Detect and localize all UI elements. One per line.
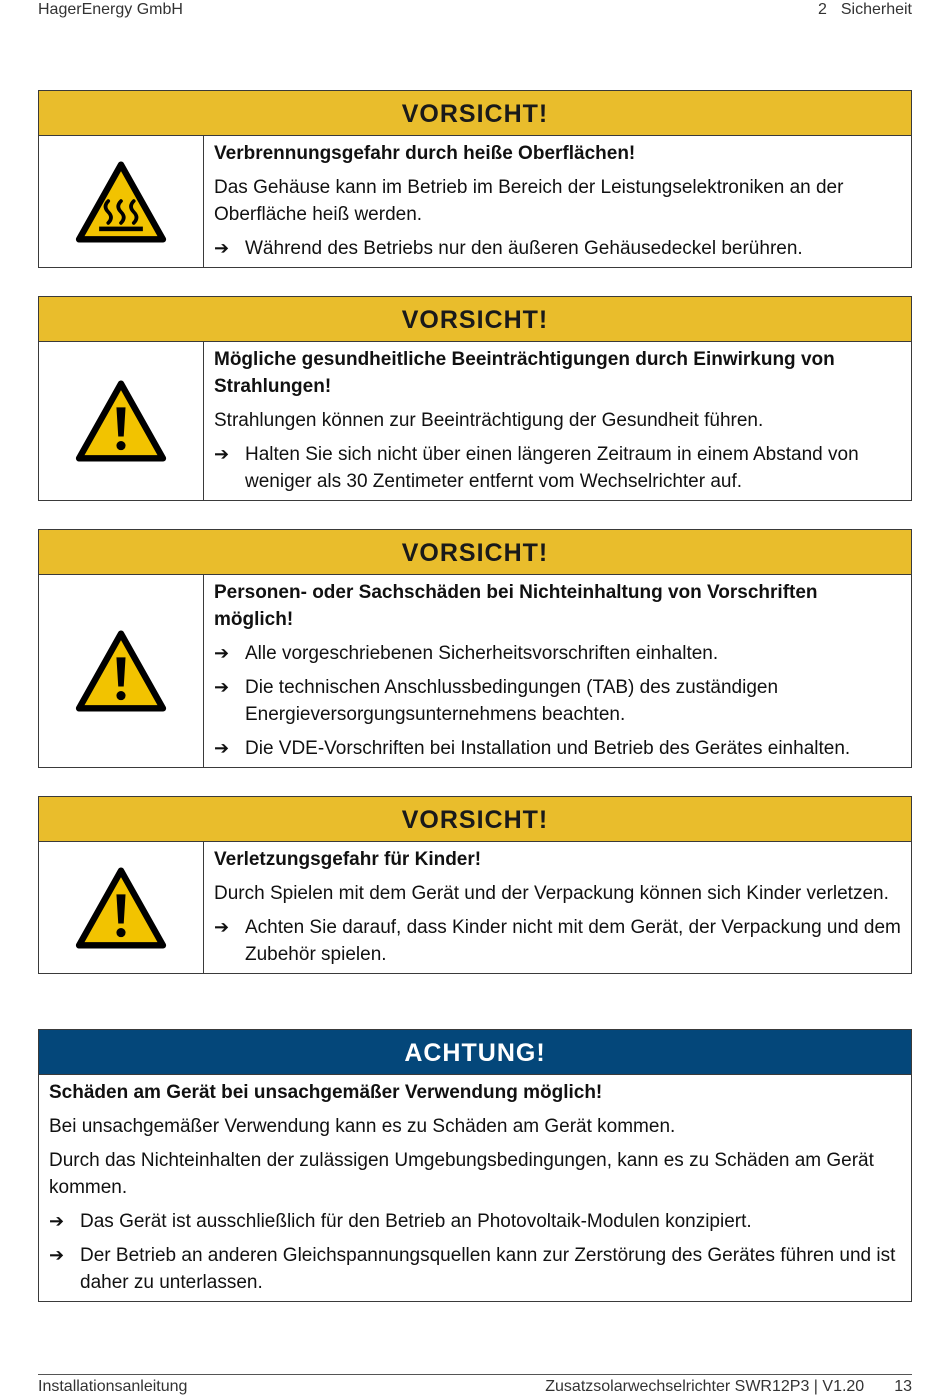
action-text: Während des Betriebs nur den äußeren Gehäusedeckel berühren. [245, 238, 803, 259]
warning-text: Durch Spielen mit dem Gerät und der Verpackung können sich Kinder verletzen. [214, 883, 889, 904]
general-warning-icon [39, 342, 204, 500]
arrow-right-icon: ➔ [49, 1245, 65, 1265]
action-item [214, 674, 901, 728]
caution-heading: VORSICHT! [39, 530, 911, 575]
action-item [49, 1242, 901, 1296]
action-text: Halten Sie sich nicht über einen längeren Zeitraum in einem Abstand von weniger als 30 Zentimeter entfernt vom Wechselrichter auf. [245, 444, 859, 492]
warning-title: Personen- oder Sachschäden bei Nichteinhaltung von Vorschriften möglich! [214, 582, 818, 630]
notice-heading: ACHTUNG! [39, 1030, 911, 1075]
caution-box-radiation [38, 296, 912, 501]
action-item [49, 1208, 901, 1235]
warning-title: Verletzungsgefahr für Kinder! [214, 849, 482, 870]
arrow-right-icon: ➔ [214, 738, 230, 758]
warning-text: Das Gehäuse kann im Betrieb im Bereich der Leistungselektroniken an der Oberfläche heiß werden. [214, 177, 844, 225]
arrow-right-icon: ➔ [214, 917, 230, 937]
action-text: Die technischen Anschlussbedingungen (TAB) des zuständigen Energieversorgungsunternehmens beachten. [245, 677, 779, 725]
general-warning-icon [39, 842, 204, 973]
action-text: Das Gerät ist ausschließlich für den Betrieb an Photovoltaik-Modulen konzipiert. [80, 1211, 752, 1232]
caution-box-hot-surface [38, 90, 912, 268]
header-company: HagerEnergy GmbH [38, 1, 183, 18]
hot-surface-warning-icon [39, 136, 204, 267]
action-item [214, 914, 901, 968]
action-text: Der Betrieb an anderen Gleichspannungsquellen kann zur Zerstörung des Gerätes führen und ist daher zu unterlassen. [80, 1245, 896, 1293]
general-warning-icon [39, 575, 204, 767]
notice-text: Durch das Nichteinhalten der zulässigen Umgebungsbedingungen, kann es zu Schäden am Gerät kommen. [49, 1150, 874, 1198]
arrow-right-icon: ➔ [214, 677, 230, 697]
notice-text: Bei unsachgemäßer Verwendung kann es zu Schäden am Gerät kommen. [49, 1116, 676, 1137]
arrow-right-icon: ➔ [49, 1211, 65, 1231]
chapter-number: 2 [817, 1, 827, 18]
arrow-right-icon: ➔ [214, 444, 230, 464]
page-number: 13 [894, 1378, 912, 1395]
caution-box-children [38, 796, 912, 974]
action-text: Achten Sie darauf, dass Kinder nicht mit dem Gerät, der Verpackung und dem Zubehör spielen. [245, 917, 901, 965]
caution-heading: VORSICHT! [39, 91, 911, 136]
header-chapter [818, 1, 912, 19]
footer-divider [38, 1374, 912, 1375]
warning-title: Mögliche gesundheitliche Beeinträchtigungen durch Einwirkung von Strahlungen! [214, 349, 835, 397]
action-text: Alle vorgeschriebenen Sicherheitsvorschriften einhalten. [245, 643, 719, 664]
caution-box-regulations [38, 529, 912, 768]
action-item [214, 441, 901, 495]
action-item [214, 235, 901, 262]
arrow-right-icon: ➔ [214, 238, 230, 258]
arrow-right-icon: ➔ [214, 643, 230, 663]
notice-title: Schäden am Gerät bei unsachgemäßer Verwendung möglich! [49, 1082, 603, 1103]
chapter-title: Sicherheit [840, 1, 912, 18]
warning-title: Verbrennungsgefahr durch heiße Oberflächen! [214, 143, 636, 164]
action-text: Die VDE-Vorschriften bei Installation und Betrieb des Gerätes einhalten. [245, 738, 851, 759]
footer-product: Zusatzsolarwechselrichter SWR12P3 | V1.20 [545, 1378, 865, 1395]
caution-heading: VORSICHT! [39, 797, 911, 842]
warning-text: Strahlungen können zur Beeinträchtigung der Gesundheit führen. [214, 410, 764, 431]
footer-doc-type: Installationsanleitung [38, 1378, 188, 1395]
action-item [214, 735, 901, 762]
notice-box-improper-use [38, 1029, 912, 1302]
footer-right [545, 1378, 912, 1396]
caution-heading: VORSICHT! [39, 297, 911, 342]
action-item [214, 640, 901, 667]
